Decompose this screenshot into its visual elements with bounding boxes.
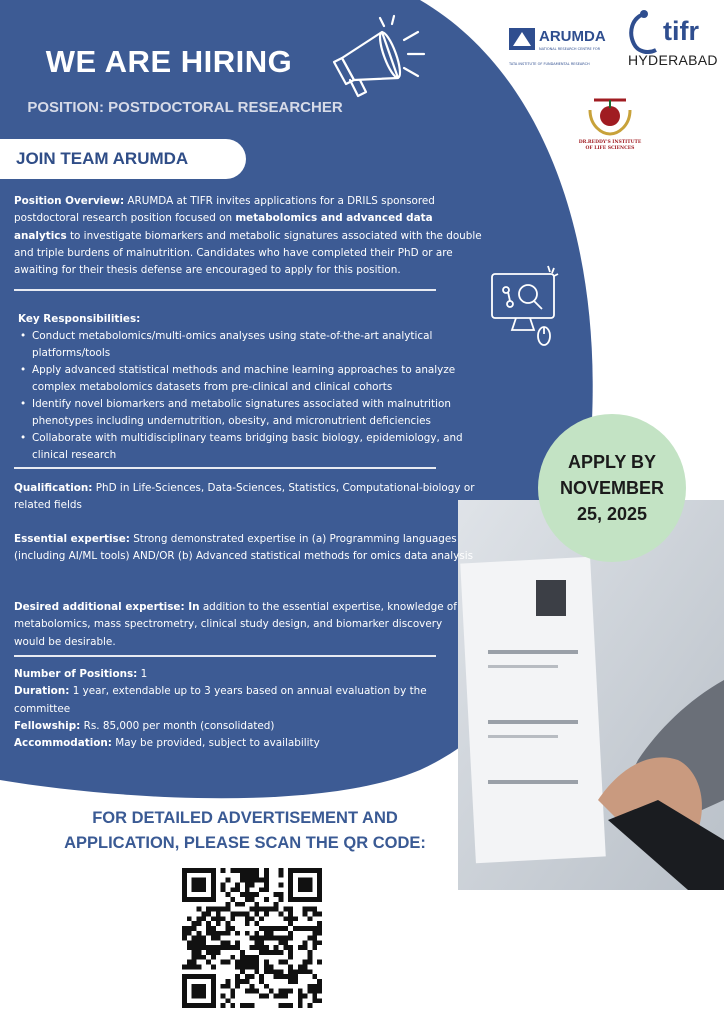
essential-expertise: [14, 531, 476, 566]
overview-text-1: ARUMDA at TIFR invites applications for a DRILS sponsored postdoctoral research position focused on: [14, 195, 435, 225]
accommodation-label: Accommodation:: [14, 737, 112, 750]
list-item: • Collaborate with multidisciplinary teams bridging basic biology, epidemiology, and clinical research: [18, 430, 476, 464]
accommodation-row: [14, 735, 444, 752]
megaphone-icon: [320, 10, 430, 110]
hiring-headline: WE ARE HIRING: [45, 44, 293, 79]
join-team-banner: [0, 139, 246, 179]
divider-2: [14, 467, 436, 469]
position-overview: [14, 193, 484, 279]
apply-line-1: APPLY BY: [567, 452, 657, 472]
data-analytics-monitor-icon: [488, 264, 566, 350]
qr-code-icon[interactable]: [182, 868, 322, 1008]
join-team-label: JOIN TEAM ARUMDA: [16, 149, 189, 168]
scan-line-2: APPLICATION, PLEASE SCAN THE QR CODE:: [64, 834, 426, 852]
tifr-city-text: HYDERABAD: [628, 52, 718, 68]
desired-expertise: [14, 599, 462, 651]
list-item: • Conduct metabolomics/multi-omics analyses using state-of-the-art analytical platforms/tools: [18, 328, 476, 362]
fellowship-row: [14, 718, 444, 735]
overview-label: Position Overview:: [14, 195, 125, 207]
overview-highlight: metabolomics and advanced data analytics: [14, 212, 433, 242]
duration-value: 1 year, extendable up to 3 years based on annual evaluation by the committee: [14, 685, 427, 715]
divider-1: [14, 289, 436, 291]
arumda-logo-text: ARUMDA: [539, 28, 606, 45]
positions-label: Number of Positions:: [14, 668, 138, 680]
apply-line-3: 25, 2025: [576, 504, 648, 524]
responsibilities-list: [18, 328, 476, 464]
position-title: POSITION: POSTDOCTORAL RESEARCHER: [27, 99, 343, 116]
fellowship-label: Fellowship:: [14, 719, 81, 732]
accommodation-value: May be provided, subject to availability: [111, 737, 320, 750]
overview-text-2: to investigate biomarkers and metabolic signatures associated with the double and triple burdens of malnutrition. Candidates who have completed their PhD or are awaiting for their thesis defense are encouraged to apply for this position.: [14, 229, 482, 277]
tifr-logo-text: tifr: [663, 16, 699, 46]
positions-row: [14, 666, 444, 683]
apply-line-2: NOVEMBER: [559, 478, 664, 498]
desired-label: Desired additional expertise: In: [14, 601, 200, 613]
positions-value: 1: [137, 668, 148, 680]
list-item: • Apply advanced statistical methods and machine learning approaches to analyze complex metabolomics datasets from pre-clinical and clinical cohorts: [18, 362, 476, 396]
duration-row: [14, 683, 444, 718]
arumda-logo-org: TATA INSTITUTE OF FUNDAMENTAL RESEARCH: [509, 62, 590, 66]
drils-logo-text: DR.REDDY'S INSTITUTE OF LIFE SCIENCES: [578, 140, 642, 151]
list-item: • Identify novel biomarkers and metabolic signatures associated with malnutrition phenotypes including undernutrition, obesity, and micronutrient deficiencies: [18, 396, 476, 430]
qualification: [14, 480, 484, 515]
duration-label: Duration:: [14, 685, 70, 698]
fellowship-value: Rs. 85,000 per month (consolidated): [80, 719, 275, 732]
position-details: [14, 666, 444, 752]
apply-deadline-badge: [538, 414, 686, 562]
arumda-logo-subtitle: NATIONAL RESEARCH CENTRE FOR: [539, 47, 601, 51]
qualification-text: PhD in Life-Sciences, Data-Sciences, Statistics, Computational-biology or related fields: [14, 482, 475, 512]
scan-instruction: [40, 806, 450, 856]
essential-text: Strong demonstrated expertise in (a) Programming languages (including AI/ML tools) AND/OR (b) Advanced statistical methods for omics data analysis: [14, 533, 474, 563]
responsibilities-title: Key Responsibilities:: [18, 313, 141, 325]
drils-logo-icon: [584, 90, 636, 138]
desired-text: addition to the essential expertise, knowledge of metabolomics, mass spectrometry, clinical study design, and biomarker discovery would be desirable.: [14, 601, 457, 648]
divider-3: [14, 655, 436, 657]
qualification-label: Qualification:: [14, 482, 93, 494]
essential-label: Essential expertise:: [14, 533, 130, 545]
scan-line-1: FOR DETAILED ADVERTISEMENT AND: [92, 809, 398, 827]
